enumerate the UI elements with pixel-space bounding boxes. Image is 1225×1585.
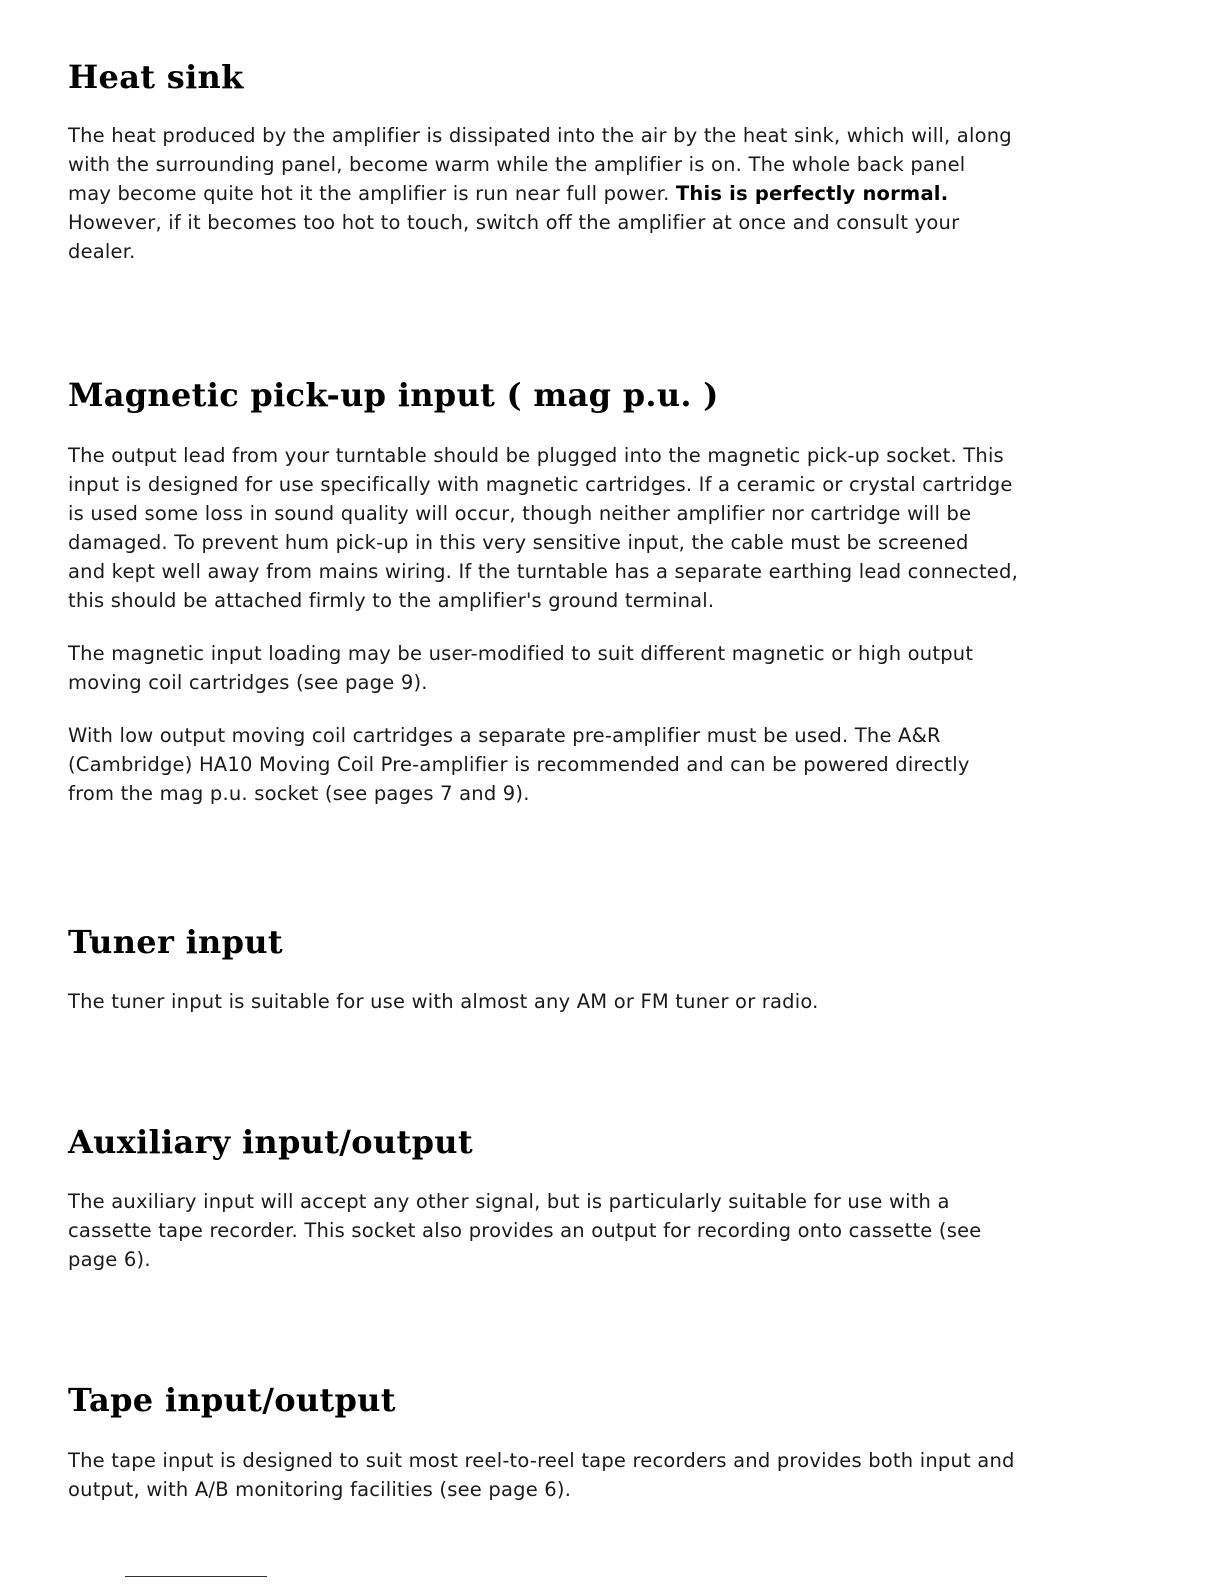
footer-rule — [125, 1576, 267, 1577]
text-run: may become quite hot it the amplifier is run near full power. — [68, 182, 676, 205]
heading-mag-pu: Magnetic pick-up input ( mag p.u. ) — [68, 376, 719, 414]
paragraph-auxiliary — [68, 1187, 1153, 1274]
text-line: The tape input is designed to suit most reel-to-reel tape recorders and provides both input and — [68, 1449, 1015, 1472]
heading-auxiliary: Auxiliary input/output — [68, 1123, 473, 1161]
text-line: is used some loss in sound quality will occur, though neither amplifier nor cartridge will be — [68, 502, 972, 525]
section-tuner — [68, 922, 1153, 1016]
section-mag-pu — [68, 375, 1153, 808]
text-line: output, with A/B monitoring facilities (see page 6). — [68, 1478, 572, 1501]
paragraph-tuner — [68, 987, 1153, 1016]
text-line: The magnetic input loading may be user-modified to suit different magnetic or high output — [68, 642, 974, 665]
heading-heat-sink: Heat sink — [68, 58, 244, 96]
paragraph-mag-pu-3 — [68, 721, 1153, 808]
section-tape — [68, 1380, 1153, 1504]
text-line: The output lead from your turntable should be plugged into the magnetic pick-up socket. This — [68, 444, 1004, 467]
paragraph-mag-pu-2 — [68, 639, 1153, 697]
section-auxiliary — [68, 1122, 1153, 1274]
paragraph-heat-sink — [68, 121, 1153, 266]
text-line: moving coil cartridges (see page 9). — [68, 671, 428, 694]
text-line: With low output moving coil cartridges a separate pre-amplifier must be used. The A&R — [68, 724, 941, 747]
emphasis-text: This is perfectly normal. — [675, 182, 949, 205]
text-line: However, if it becomes too hot to touch, switch off the amplifier at once and consult your — [68, 211, 960, 234]
text-line: The auxiliary input will accept any other signal, but is particularly suitable for use with a — [68, 1190, 950, 1213]
text-line: from the mag p.u. socket (see pages 7 and 9). — [68, 782, 530, 805]
paragraph-tape — [68, 1446, 1153, 1504]
text-line: this should be attached firmly to the amplifier's ground terminal. — [68, 589, 715, 612]
text-line: The heat produced by the amplifier is dissipated into the air by the heat sink, which will, along — [68, 124, 1012, 147]
section-heat-sink — [68, 57, 1153, 266]
text-line: input is designed for use specifically with magnetic cartridges. If a ceramic or crystal cartridge — [68, 473, 1013, 496]
text-line: (Cambridge) HA10 Moving Coil Pre-amplifier is recommended and can be powered directly — [68, 753, 970, 776]
paragraph-mag-pu-1 — [68, 441, 1153, 615]
heading-tuner: Tuner input — [68, 923, 283, 961]
text-line: cassette tape recorder. This socket also provides an output for recording onto cassette (see — [68, 1219, 982, 1242]
text-line: The tuner input is suitable for use with almost any AM or FM tuner or radio. — [68, 990, 819, 1013]
text-line: damaged. To prevent hum pick-up in this very sensitive input, the cable must be screened — [68, 531, 969, 554]
text-line — [68, 179, 1153, 208]
text-line: dealer. — [68, 240, 136, 263]
heading-tape: Tape input/output — [68, 1381, 396, 1419]
text-line: with the surrounding panel, become warm while the amplifier is on. The whole back panel — [68, 153, 966, 176]
text-line: and kept well away from mains wiring. If the turntable has a separate earthing lead connected, — [68, 560, 1018, 583]
text-line: page 6). — [68, 1248, 151, 1271]
